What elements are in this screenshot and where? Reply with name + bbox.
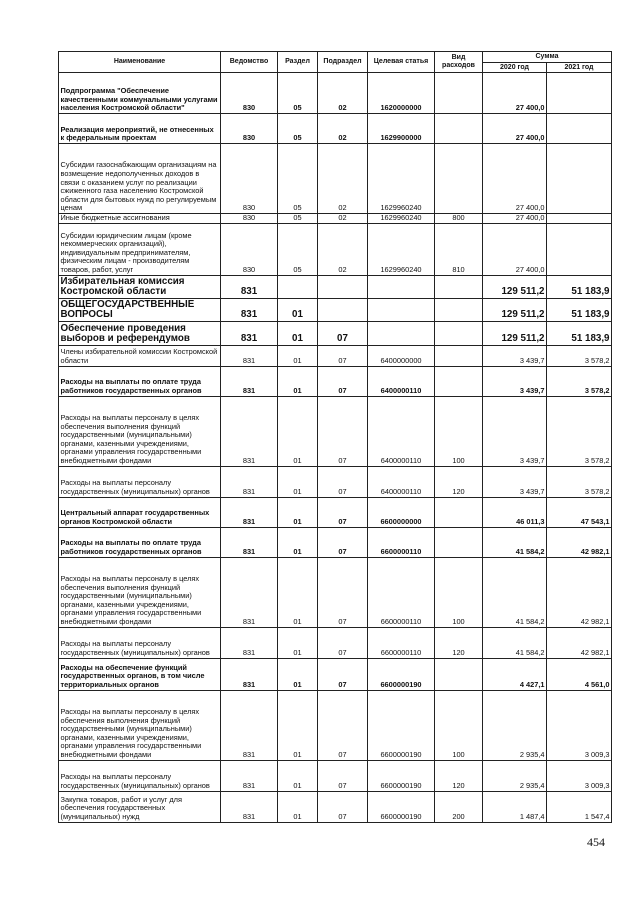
row-sum-2021: 51 183,9 <box>547 275 612 298</box>
row-target: 6400000110 <box>368 366 435 396</box>
row-expense-type: 200 <box>435 791 483 822</box>
table-row <box>59 144 612 214</box>
row-sum-2020: 4 427,1 <box>483 658 547 690</box>
row-department: 831 <box>221 760 278 791</box>
row-expense-type: 100 <box>435 690 483 760</box>
row-sum-2020: 3 439,7 <box>483 366 547 396</box>
table-row <box>59 760 612 791</box>
row-name: Избирательная комиссия Костромской области <box>59 275 221 298</box>
row-section: 01 <box>278 396 318 466</box>
header-year-2020: 2020 год <box>483 63 547 73</box>
row-expense-type <box>435 73 483 114</box>
table-row <box>59 114 612 144</box>
table-row <box>59 690 612 760</box>
header-section: Раздел <box>278 52 318 73</box>
row-subsection: 07 <box>318 396 368 466</box>
table-row <box>59 396 612 466</box>
row-name: Центральный аппарат государственных органов Костромской области <box>59 497 221 527</box>
row-subsection: 02 <box>318 73 368 114</box>
row-section: 01 <box>278 791 318 822</box>
row-target: 1629960240 <box>368 223 435 275</box>
row-sum-2021 <box>547 73 612 114</box>
row-department: 831 <box>221 396 278 466</box>
row-target: 6600000190 <box>368 658 435 690</box>
row-sum-2021: 3 009,3 <box>547 760 612 791</box>
row-sum-2020: 2 935,4 <box>483 760 547 791</box>
row-target: 6600000110 <box>368 557 435 627</box>
row-sum-2020: 41 584,2 <box>483 557 547 627</box>
row-expense-type <box>435 527 483 557</box>
row-expense-type <box>435 497 483 527</box>
table-row <box>59 366 612 396</box>
row-target: 1629960240 <box>368 214 435 224</box>
row-section: 01 <box>278 658 318 690</box>
row-section: 01 <box>278 321 318 345</box>
row-name: Расходы на выплаты по оплате труда работников государственных органов <box>59 366 221 396</box>
table-row <box>59 73 612 114</box>
row-section <box>278 275 318 298</box>
row-department: 830 <box>221 144 278 214</box>
row-department: 831 <box>221 345 278 366</box>
table-row <box>59 627 612 658</box>
row-expense-type <box>435 321 483 345</box>
row-target: 6400000110 <box>368 466 435 497</box>
row-department: 830 <box>221 214 278 224</box>
row-name: Расходы на выплаты персоналу государственных (муниципальных) органов <box>59 466 221 497</box>
header-subsection: Подраздел <box>318 52 368 73</box>
row-target: 6600000110 <box>368 527 435 557</box>
row-expense-type: 120 <box>435 466 483 497</box>
row-department: 831 <box>221 557 278 627</box>
row-expense-type <box>435 345 483 366</box>
row-expense-type: 120 <box>435 627 483 658</box>
row-sum-2021: 3 578,2 <box>547 366 612 396</box>
row-expense-type <box>435 275 483 298</box>
row-subsection: 07 <box>318 321 368 345</box>
row-section: 01 <box>278 497 318 527</box>
row-target <box>368 321 435 345</box>
header-expense-type: Вид расходов <box>435 52 483 73</box>
budget-table <box>58 51 612 823</box>
row-section: 05 <box>278 73 318 114</box>
row-sum-2020: 129 511,2 <box>483 321 547 345</box>
row-section: 01 <box>278 690 318 760</box>
row-name: Расходы на выплаты персоналу государственных (муниципальных) органов <box>59 627 221 658</box>
row-target: 6600000190 <box>368 760 435 791</box>
row-expense-type <box>435 658 483 690</box>
row-sum-2020: 27 400,0 <box>483 114 547 144</box>
row-name: Субсидии юридическим лицам (кроме некоммерческих организаций), индивидуальным предпринимателям, физическим лицам - производителям товаров, работ, услуг <box>59 223 221 275</box>
row-sum-2021: 3 578,2 <box>547 345 612 366</box>
row-name: Расходы на выплаты персоналу в целях обеспечения выполнения функций государственными (муниципальными) органами, казенными учреждениями, органами управления государственными внебюджетными фондами <box>59 396 221 466</box>
table-row <box>59 527 612 557</box>
row-subsection: 02 <box>318 144 368 214</box>
row-expense-type <box>435 298 483 321</box>
row-target <box>368 275 435 298</box>
row-sum-2021: 4 561,0 <box>547 658 612 690</box>
row-expense-type: 810 <box>435 223 483 275</box>
row-department: 831 <box>221 321 278 345</box>
row-subsection: 07 <box>318 627 368 658</box>
row-sum-2021: 51 183,9 <box>547 321 612 345</box>
row-subsection: 07 <box>318 690 368 760</box>
row-name: Закупка товаров, работ и услуг для обеспечения государственных (муниципальных) нужд <box>59 791 221 822</box>
table-row <box>59 345 612 366</box>
row-sum-2021: 1 547,4 <box>547 791 612 822</box>
row-name: Обеспечение проведения выборов и референдумов <box>59 321 221 345</box>
row-section: 05 <box>278 214 318 224</box>
table-row <box>59 557 612 627</box>
row-name: Расходы на обеспечение функций государственных органов, в том числе территориальных органов <box>59 658 221 690</box>
row-section: 01 <box>278 557 318 627</box>
row-sum-2020: 2 935,4 <box>483 690 547 760</box>
header-year-2021: 2021 год <box>547 63 612 73</box>
row-sum-2020: 27 400,0 <box>483 223 547 275</box>
table-row <box>59 275 612 298</box>
row-section: 01 <box>278 466 318 497</box>
row-section: 01 <box>278 627 318 658</box>
row-expense-type <box>435 114 483 144</box>
row-sum-2020: 27 400,0 <box>483 73 547 114</box>
table-row <box>59 658 612 690</box>
row-department: 830 <box>221 223 278 275</box>
row-sum-2020: 3 439,7 <box>483 466 547 497</box>
row-subsection: 02 <box>318 214 368 224</box>
row-sum-2021: 51 183,9 <box>547 298 612 321</box>
row-department: 830 <box>221 114 278 144</box>
row-section: 05 <box>278 114 318 144</box>
row-expense-type: 100 <box>435 396 483 466</box>
row-sum-2021 <box>547 214 612 224</box>
header-target: Целевая статья <box>368 52 435 73</box>
row-target: 1629900000 <box>368 114 435 144</box>
row-sum-2021: 47 543,1 <box>547 497 612 527</box>
row-sum-2021: 3 578,2 <box>547 466 612 497</box>
row-subsection <box>318 298 368 321</box>
row-name: Иные бюджетные ассигнования <box>59 214 221 224</box>
row-section: 05 <box>278 144 318 214</box>
row-sum-2020: 41 584,2 <box>483 627 547 658</box>
header-name: Наименование <box>59 52 221 73</box>
row-department: 831 <box>221 791 278 822</box>
row-name: Реализация мероприятий, не отнесенных к федеральным проектам <box>59 114 221 144</box>
row-target: 6600000000 <box>368 497 435 527</box>
row-expense-type <box>435 144 483 214</box>
table-row <box>59 298 612 321</box>
row-department: 831 <box>221 466 278 497</box>
header-department: Ведомство <box>221 52 278 73</box>
row-section: 05 <box>278 223 318 275</box>
row-section: 01 <box>278 345 318 366</box>
row-name: Члены избирательной комиссии Костромской области <box>59 345 221 366</box>
row-expense-type: 120 <box>435 760 483 791</box>
row-department: 830 <box>221 73 278 114</box>
row-sum-2021: 42 982,1 <box>547 557 612 627</box>
row-sum-2021: 42 982,1 <box>547 527 612 557</box>
row-name: Расходы на выплаты персоналу государственных (муниципальных) органов <box>59 760 221 791</box>
row-subsection: 07 <box>318 791 368 822</box>
row-expense-type: 100 <box>435 557 483 627</box>
row-section: 01 <box>278 366 318 396</box>
table-row <box>59 214 612 224</box>
row-department: 831 <box>221 366 278 396</box>
row-sum-2021: 3 009,3 <box>547 690 612 760</box>
row-sum-2020: 3 439,7 <box>483 396 547 466</box>
row-target: 6600000190 <box>368 690 435 760</box>
row-target: 6600000190 <box>368 791 435 822</box>
row-department: 831 <box>221 658 278 690</box>
row-name: Подпрограмма "Обеспечение качественными коммунальными услугами населения Костромской области" <box>59 73 221 114</box>
row-sum-2021 <box>547 144 612 214</box>
row-sum-2020: 27 400,0 <box>483 144 547 214</box>
row-subsection: 02 <box>318 114 368 144</box>
row-subsection: 07 <box>318 345 368 366</box>
row-subsection: 07 <box>318 497 368 527</box>
row-section: 01 <box>278 527 318 557</box>
row-target: 6400000110 <box>368 396 435 466</box>
table-body <box>59 73 612 823</box>
row-target: 1629960240 <box>368 144 435 214</box>
row-department: 831 <box>221 275 278 298</box>
row-sum-2021: 3 578,2 <box>547 396 612 466</box>
row-name: Расходы на выплаты по оплате труда работников государственных органов <box>59 527 221 557</box>
row-sum-2020: 1 487,4 <box>483 791 547 822</box>
row-subsection: 02 <box>318 223 368 275</box>
row-expense-type: 800 <box>435 214 483 224</box>
row-sum-2020: 129 511,2 <box>483 298 547 321</box>
row-expense-type <box>435 366 483 396</box>
row-department: 831 <box>221 497 278 527</box>
row-section: 01 <box>278 760 318 791</box>
row-name: Расходы на выплаты персоналу в целях обеспечения выполнения функций государственными (муниципальными) органами, казенными учреждениями, органами управления государственными внебюджетными фондами <box>59 557 221 627</box>
row-subsection: 07 <box>318 527 368 557</box>
row-target: 1620000000 <box>368 73 435 114</box>
row-sum-2020: 3 439,7 <box>483 345 547 366</box>
row-department: 831 <box>221 527 278 557</box>
row-subsection: 07 <box>318 658 368 690</box>
row-department: 831 <box>221 690 278 760</box>
page-number: 454 <box>587 835 605 849</box>
row-subsection: 07 <box>318 466 368 497</box>
row-target <box>368 298 435 321</box>
table-row <box>59 466 612 497</box>
table-row <box>59 223 612 275</box>
row-subsection: 07 <box>318 760 368 791</box>
row-sum-2020: 27 400,0 <box>483 214 547 224</box>
row-target: 6600000110 <box>368 627 435 658</box>
row-sum-2021 <box>547 223 612 275</box>
row-subsection: 07 <box>318 557 368 627</box>
row-department: 831 <box>221 627 278 658</box>
row-name: Субсидии газоснабжающим организациям на возмещение недополученных доходов в связи с оказанием услуг по реализации сжиженного газа населению Костромской области для бытовых нужд по регулируемым ценам <box>59 144 221 214</box>
row-name: Расходы на выплаты персоналу в целях обеспечения выполнения функций государственными (муниципальными) органами, казенными учреждениями, органами управления государственными внебюджетными фондами <box>59 690 221 760</box>
row-sum-2021 <box>547 114 612 144</box>
row-subsection: 07 <box>318 366 368 396</box>
row-sum-2021: 42 982,1 <box>547 627 612 658</box>
table-row <box>59 791 612 822</box>
row-name: ОБЩЕГОСУДАРСТВЕННЫЕ ВОПРОСЫ <box>59 298 221 321</box>
header-sum: Сумма <box>483 52 612 63</box>
row-department: 831 <box>221 298 278 321</box>
row-sum-2020: 129 511,2 <box>483 275 547 298</box>
row-sum-2020: 46 011,3 <box>483 497 547 527</box>
table-row <box>59 497 612 527</box>
table-row <box>59 321 612 345</box>
row-section: 01 <box>278 298 318 321</box>
row-subsection <box>318 275 368 298</box>
row-target: 6400000000 <box>368 345 435 366</box>
row-sum-2020: 41 584,2 <box>483 527 547 557</box>
